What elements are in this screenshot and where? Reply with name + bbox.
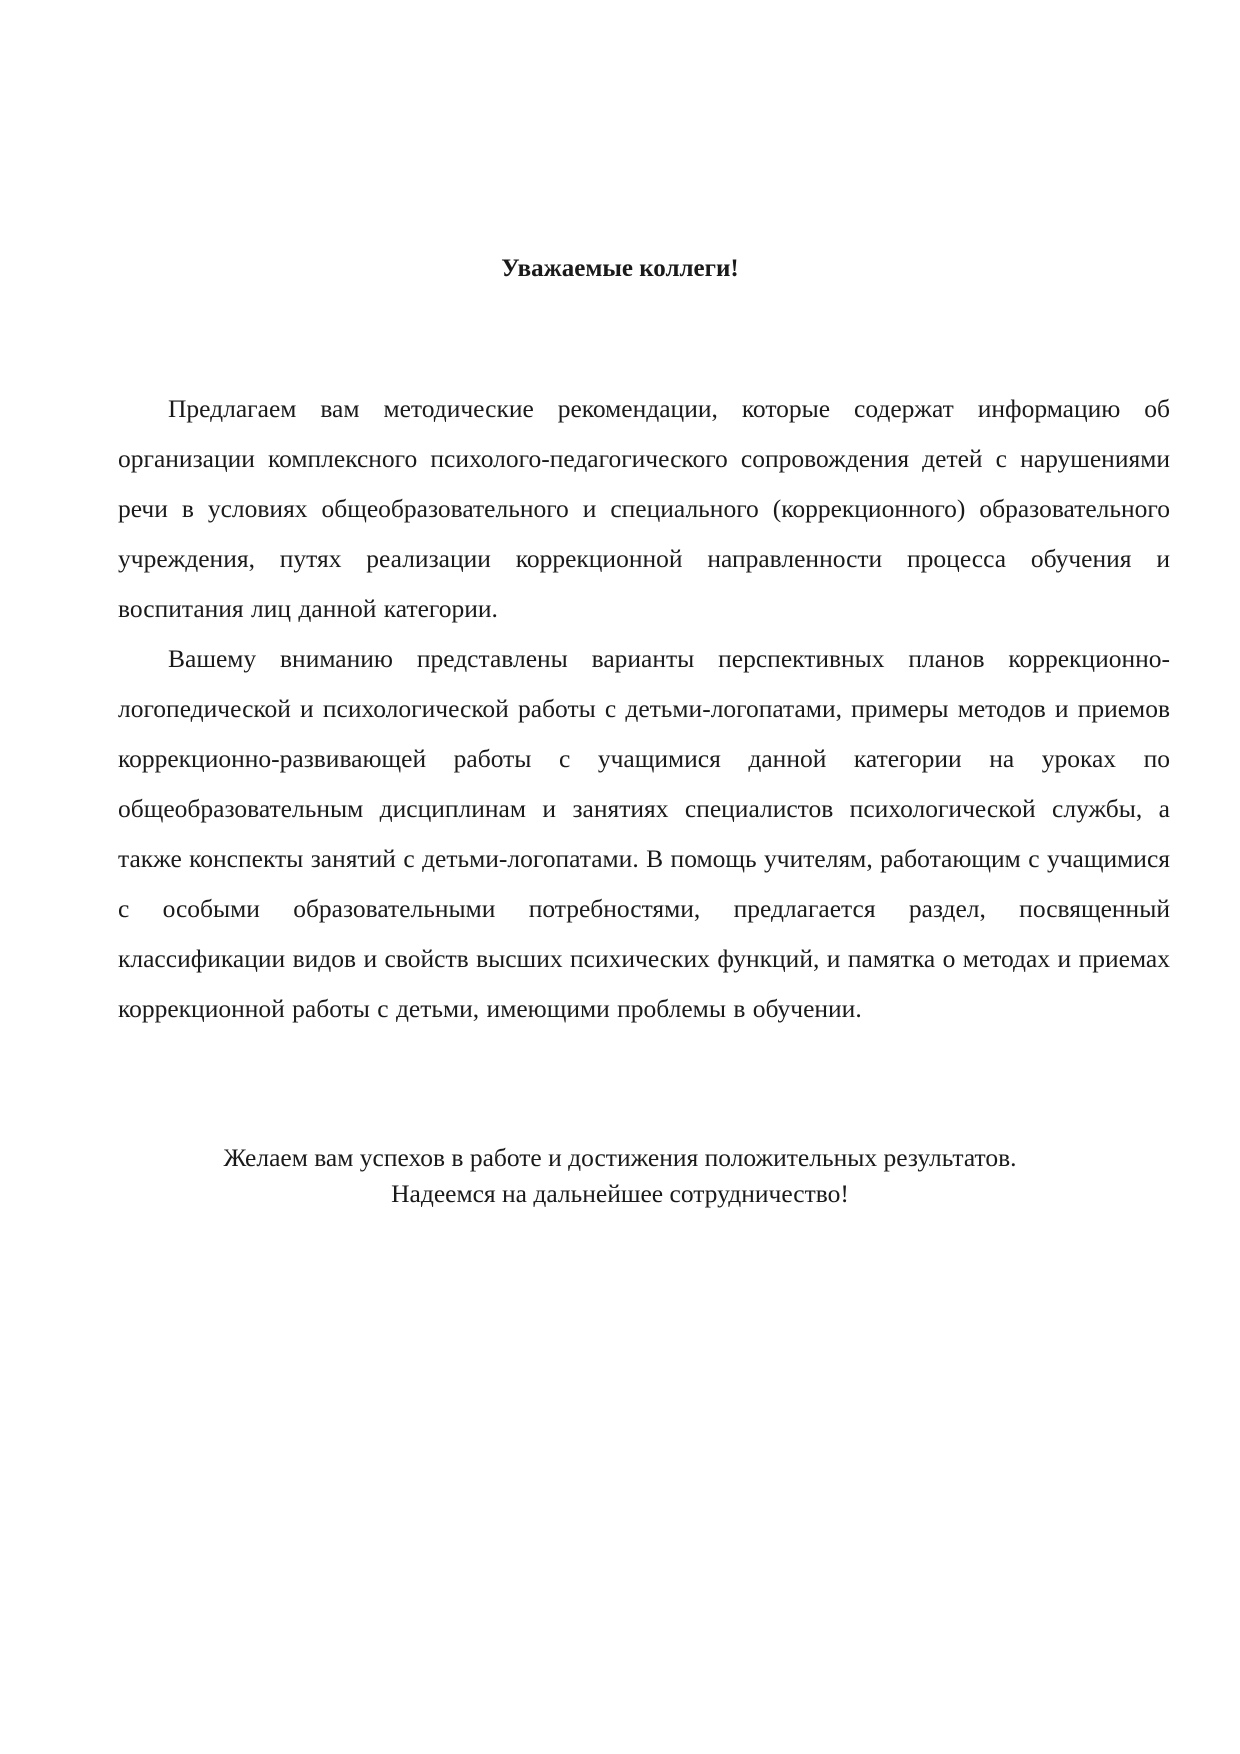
closing-hope: Надеемся на дальнейшее сотрудничество! xyxy=(391,1179,849,1208)
closing-wish: Желаем вам успехов в работе и достижения положительных результатов. xyxy=(223,1143,1017,1172)
closing-block xyxy=(0,1140,1240,1212)
paragraph-intro: Предлагаем вам методические рекомендации, которые содержат информацию об организации комплексного психолого-педагогического сопровождения детей с нарушениями речи в условиях общеобразовательного и специального (коррекционного) образовательного учреждения, путях реализации коррекционной направленности процесса обучения и воспитания лиц данной категории. xyxy=(118,394,1170,623)
page-title: Уважаемые коллеги! xyxy=(501,255,739,282)
paragraph-contents: Вашему вниманию представлены варианты перспективных планов коррекционно-логопедической и психологической работы с детьми-логопатами, примеры методов и приемов коррекционно-развивающей работы с учащимися данной категории на уроках по общеобразовательным дисциплинам и занятиях специалистов психологической службы, а также конспекты занятий с детьми-логопатами. В помощь учителям, работающим с учащимися с особыми образовательными потребностями, предлагается раздел, посвященный классификации видов и свойств высших психических функций, и памятка о методах и приемах коррекционной работы с детьми, имеющими проблемы в обучении. xyxy=(118,644,1170,1023)
body-text xyxy=(118,384,1170,1034)
